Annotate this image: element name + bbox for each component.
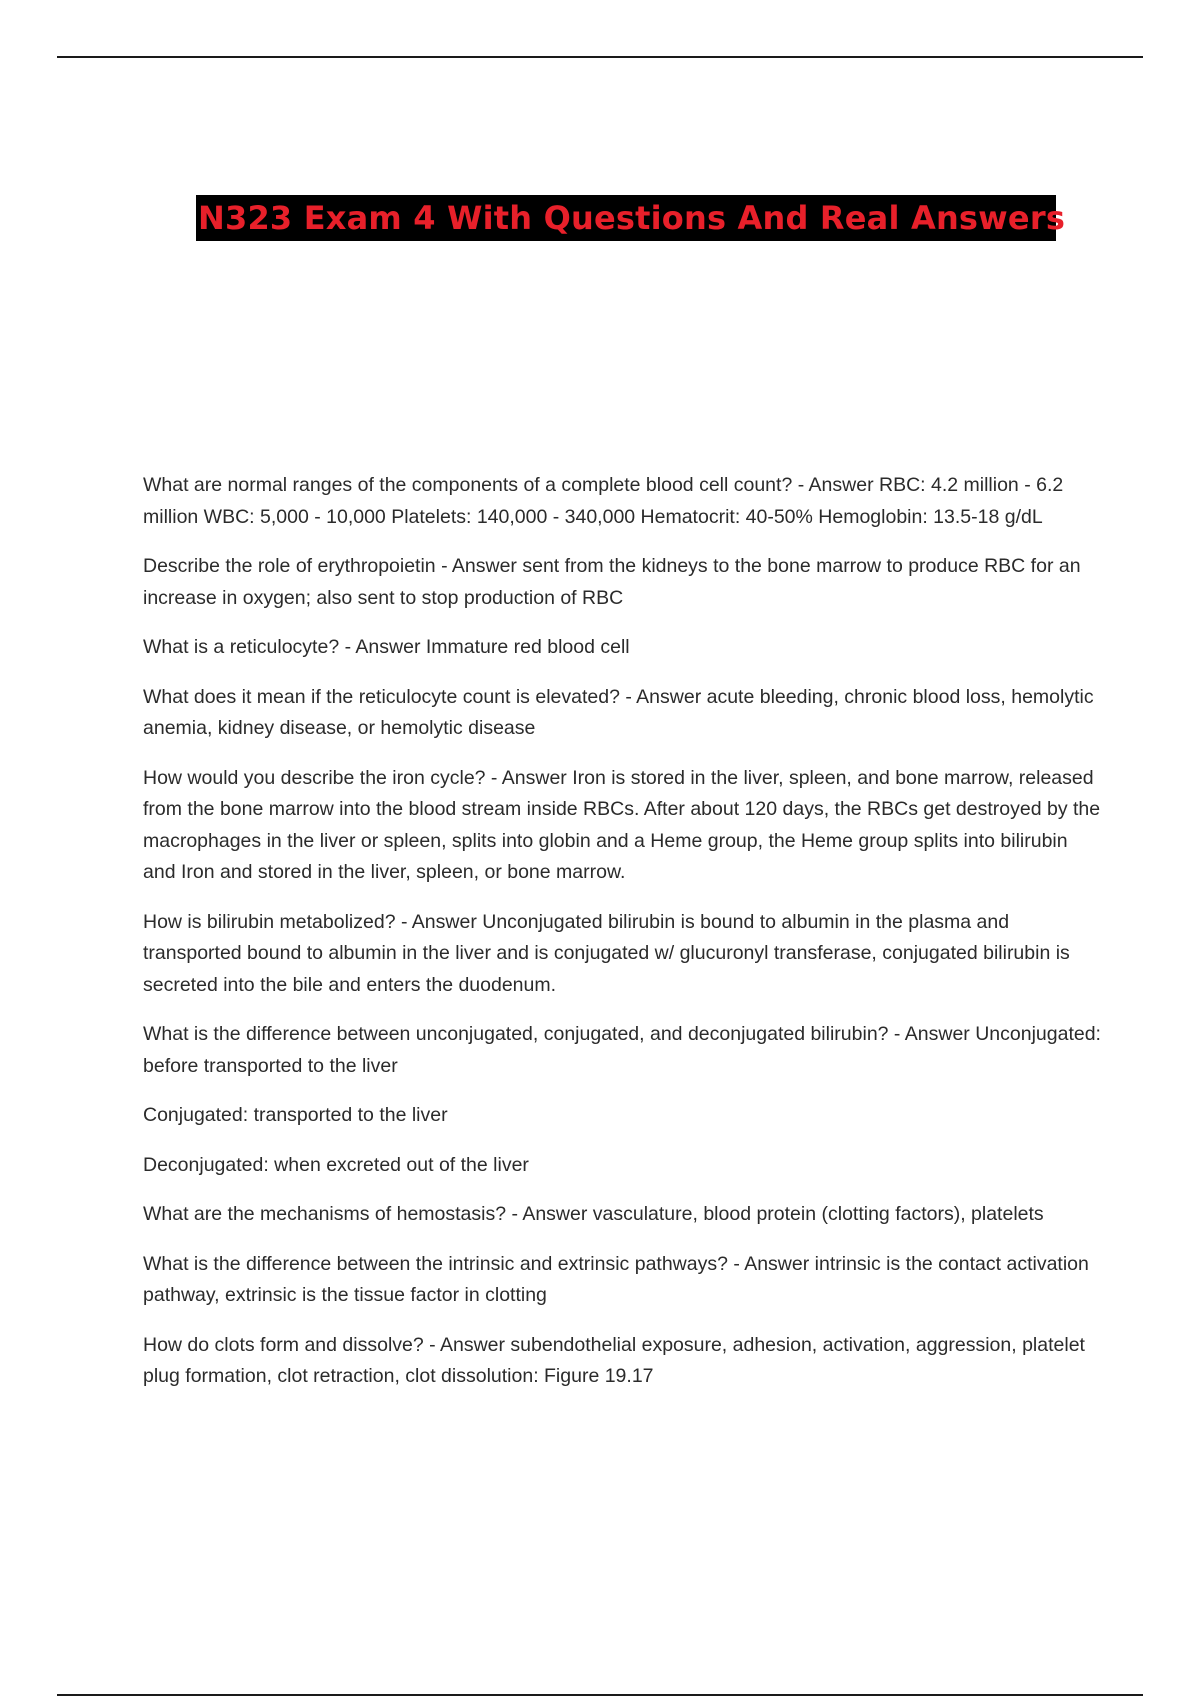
document-body — [143, 470, 1103, 1411]
qa-paragraph: What does it mean if the reticulocyte count is elevated? - Answer acute bleeding, chronic blood loss, hemolytic anemia, kidney disease, or hemolytic disease — [143, 685, 1094, 739]
document-title: N323 Exam 4 With Questions And Real Answers — [198, 199, 1066, 237]
qa-paragraph: What is the difference between unconjugated, conjugated, and deconjugated bilirubin? - Answer Unconjugated: before transported to the liver — [143, 1023, 1101, 1077]
qa-paragraph: Conjugated: transported to the liver — [143, 1104, 448, 1126]
qa-paragraph: What are the mechanisms of hemostasis? - Answer vasculature, blood protein (clotting factors), platelets — [143, 1203, 1044, 1225]
footer-rule — [57, 1694, 1143, 1696]
title-banner — [196, 195, 1066, 241]
qa-paragraph: What are normal ranges of the components of a complete blood cell count? - Answer RBC: 4.2 million - 6.2 million WBC: 5,000 - 10,000 Platelets: 140,000 - 340,000 Hematocrit: 40-50% Hemoglobin: 13.5-18 g/dL — [143, 474, 1064, 528]
qa-paragraph: How would you describe the iron cycle? - Answer Iron is stored in the liver, spleen, and bone marrow, released from the bone marrow into the blood stream inside RBCs. After about 120 days, the RBCs get destroyed by the macrophages in the liver or spleen, splits into globin and a Heme group, the Heme group splits into bilirubin and Iron and stored in the liver, spleen, or bone marrow. — [143, 766, 1101, 883]
qa-paragraph: Describe the role of erythropoietin - Answer sent from the kidneys to the bone marrow to produce RBC for an increase in oxygen; also sent to stop production of RBC — [143, 555, 1081, 609]
qa-paragraph: What is the difference between the intrinsic and extrinsic pathways? - Answer intrinsic is the contact activation pathway, extrinsic is the tissue factor in clotting — [143, 1252, 1089, 1306]
qa-paragraph: What is a reticulocyte? - Answer Immature red blood cell — [143, 636, 630, 658]
qa-paragraph: How is bilirubin metabolized? - Answer Unconjugated bilirubin is bound to albumin in the plasma and transported bound to albumin in the liver and is conjugated w/ glucuronyl transferase, conjugated bilirubin is secreted into the bile and enters the duodenum. — [143, 910, 1070, 996]
header-rule — [57, 56, 1143, 58]
qa-paragraph: Deconjugated: when excreted out of the liver — [143, 1153, 529, 1176]
qa-paragraph: How do clots form and dissolve? - Answer subendothelial exposure, adhesion, activation, aggression, platelet plug formation, clot retraction, clot dissolution: Figure 19.17 — [143, 1333, 1085, 1387]
